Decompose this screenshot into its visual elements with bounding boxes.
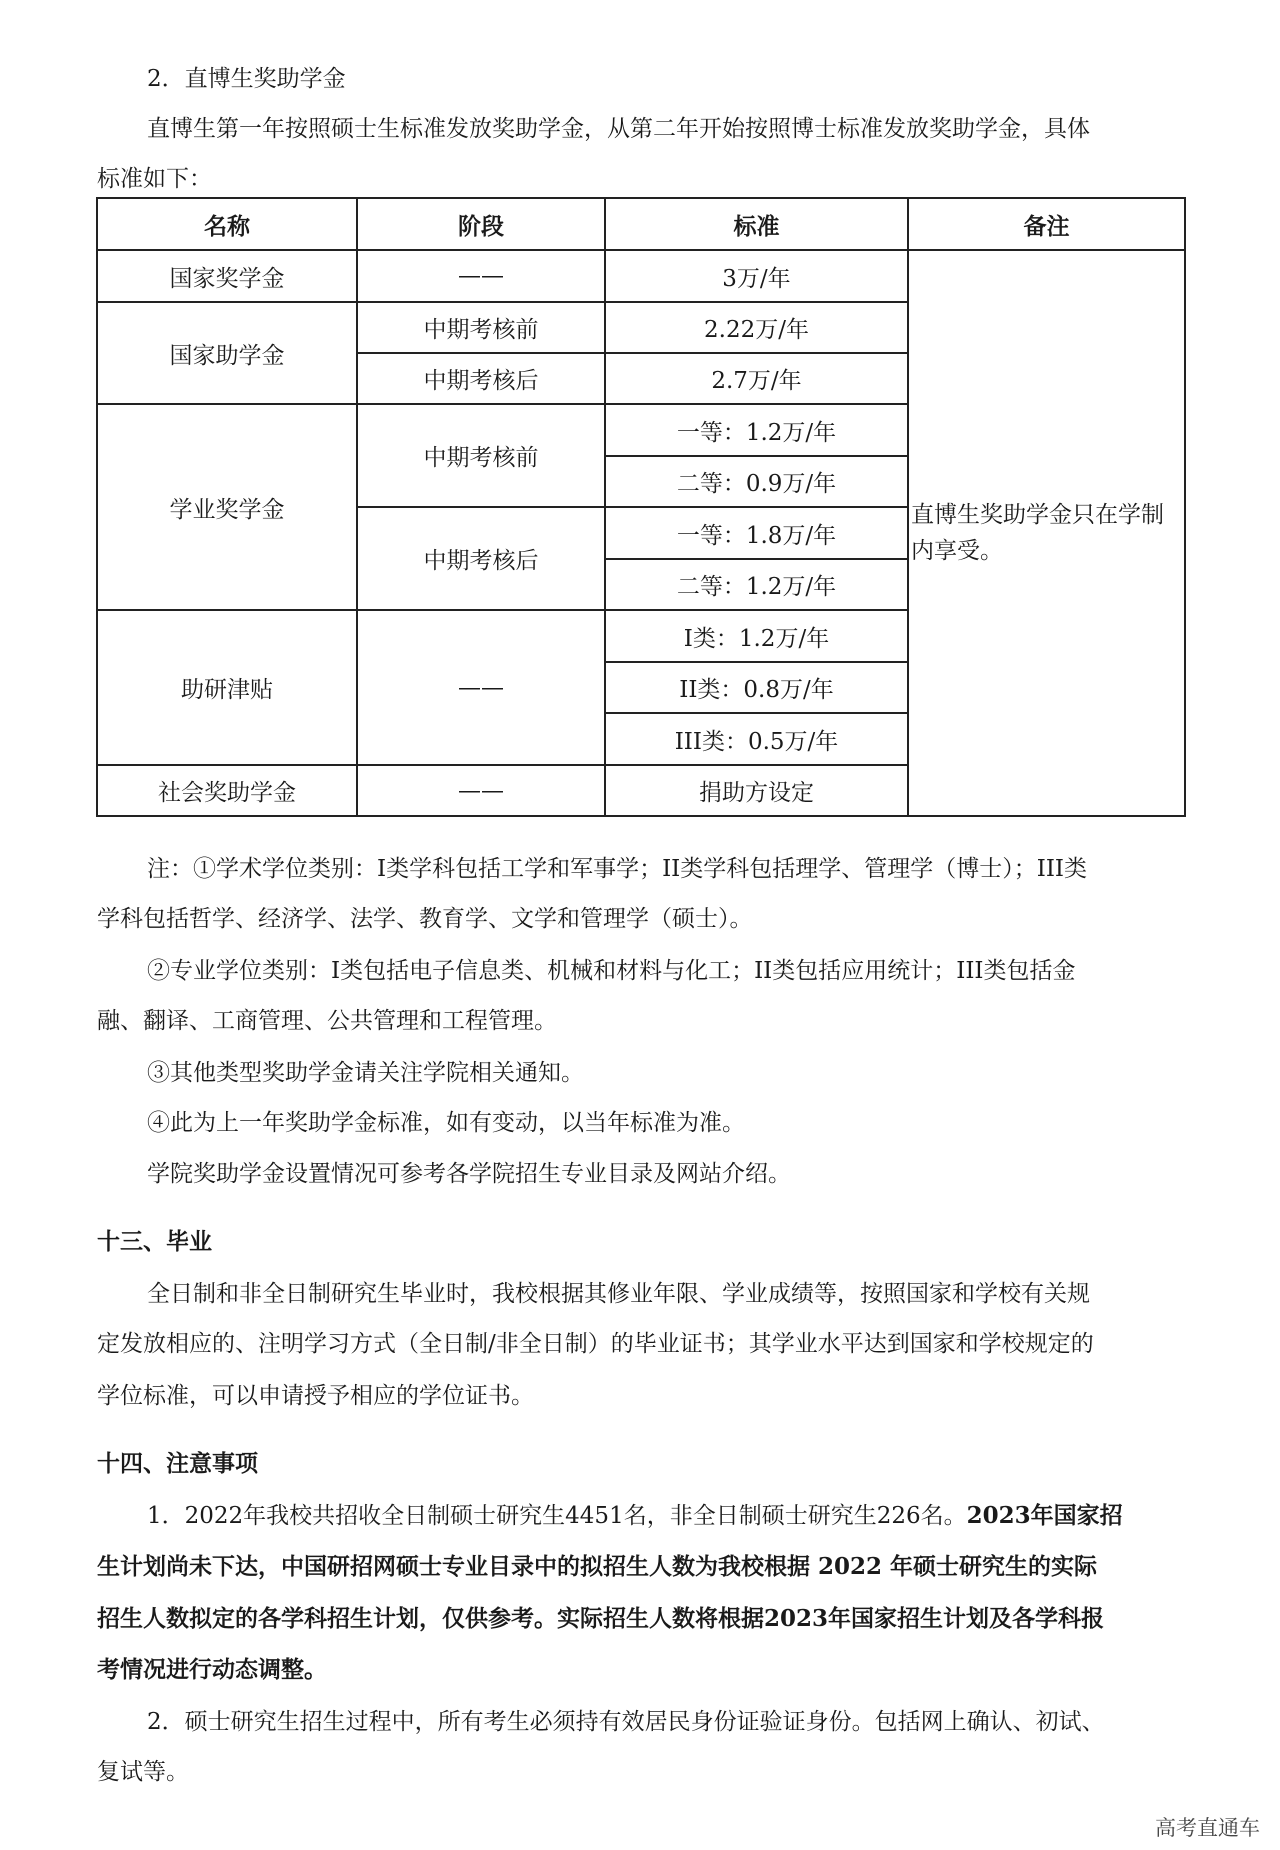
cell-standard: 二等：0.9万/年 xyxy=(605,456,908,507)
cell-standard: 二等：1.2万/年 xyxy=(605,559,908,610)
cell-standard: 2.7万/年 xyxy=(605,353,908,404)
section-14-p1-line-3: 招生人数拟定的各学科招生计划，仅供参考。实际招生人数将根据2023年国家招生计划及各学科报 xyxy=(97,1605,1105,1632)
note-2-line-2: 融、翻译、工商管理、公共管理和工程管理。 xyxy=(97,1008,557,1034)
cell-standard: 一等：1.2万/年 xyxy=(605,404,908,456)
subsection-heading: 2．直博生奖助学金 xyxy=(147,66,346,92)
cell-stage: 中期考核前 xyxy=(357,404,605,507)
note-2-line-1: ②专业学位类别：I类包括电子信息类、机械和材料与化工；II类包括应用统计；III类包括金 xyxy=(147,958,1076,984)
cell-standard: 2.22万/年 xyxy=(605,302,908,353)
cell-remark: 直博生奖助学金只在学制内享受。 xyxy=(908,250,1185,816)
watermark: 高考直通车 xyxy=(1155,1816,1260,1840)
note-1-line-1: 注：①学术学位类别：I类学科包括工学和军事学；II类学科包括理学、管理学（博士）；III类 xyxy=(147,856,1088,882)
table-header-row xyxy=(97,198,1185,250)
cell-standard: III类：0.5万/年 xyxy=(605,713,908,765)
p1-normal-text: 1．2022年我校共招收全日制硕士研究生4451名，非全日制硕士研究生226名。 xyxy=(147,1503,967,1529)
intro-line-2: 标准如下： xyxy=(97,166,212,192)
header-remark: 备注 xyxy=(908,198,1185,250)
note-4: ④此为上一年奖助学金标准，如有变动，以当年标准为准。 xyxy=(147,1110,745,1136)
cell-stage: 中期考核前 xyxy=(357,302,605,353)
cell-standard: 一等：1.8万/年 xyxy=(605,507,908,559)
cell-stage: —— xyxy=(357,250,605,302)
section-13-heading: 十三、毕业 xyxy=(97,1229,212,1255)
section-14-heading: 十四、注意事项 xyxy=(97,1451,258,1477)
cell-standard: II类：0.8万/年 xyxy=(605,662,908,713)
scholarship-table xyxy=(96,197,1186,817)
section-14-p2-line-1: 2．硕士研究生招生过程中，所有考生必须持有效居民身份证验证身份。包括网上确认、初试、 xyxy=(147,1709,1105,1735)
section-14-p1-line-4: 考情况进行动态调整。 xyxy=(97,1656,327,1683)
cell-stage: —— xyxy=(357,765,605,816)
note-3: ③其他类型奖助学金请关注学院相关通知。 xyxy=(147,1060,584,1086)
cell-name: 助研津贴 xyxy=(97,610,357,765)
table-row xyxy=(97,250,1185,302)
cell-stage: —— xyxy=(357,610,605,765)
cell-name: 国家助学金 xyxy=(97,302,357,404)
cell-name: 学业奖学金 xyxy=(97,404,357,610)
section-14-p2-line-2: 复试等。 xyxy=(97,1759,189,1785)
header-stage: 阶段 xyxy=(357,198,605,250)
cell-stage: 中期考核后 xyxy=(357,353,605,404)
cell-name: 社会奖助学金 xyxy=(97,765,357,816)
section-13-line-1: 全日制和非全日制研究生毕业时，我校根据其修业年限、学业成绩等，按照国家和学校有关规 xyxy=(147,1281,1090,1307)
note-1-line-2: 学科包括哲学、经济学、法学、教育学、文学和管理学（硕士）。 xyxy=(97,906,753,932)
header-standard: 标准 xyxy=(605,198,908,250)
p1-bold-text: 2023年国家招 xyxy=(966,1502,1123,1529)
cell-name: 国家奖学金 xyxy=(97,250,357,302)
intro-line-1: 直博生第一年按照硕士生标准发放奖助学金，从第二年开始按照博士标准发放奖助学金，具体 xyxy=(147,116,1090,142)
section-13-line-2: 定发放相应的、注明学习方式（全日制/非全日制）的毕业证书；其学业水平达到国家和学校规定的 xyxy=(97,1331,1094,1357)
section-13-line-3: 学位标准，可以申请授予相应的学位证书。 xyxy=(97,1383,534,1409)
note-5: 学院奖助学金设置情况可参考各学院招生专业目录及网站介绍。 xyxy=(147,1161,791,1187)
cell-standard: I类：1.2万/年 xyxy=(605,610,908,662)
cell-standard: 3万/年 xyxy=(605,250,908,302)
section-14-p1-line-2: 生计划尚未下达，中国研招网硕士专业目录中的拟招生人数为我校根据 2022 年硕士研究生的实际 xyxy=(97,1553,1098,1580)
cell-stage: 中期考核后 xyxy=(357,507,605,610)
header-name: 名称 xyxy=(97,198,357,250)
cell-standard: 捐助方设定 xyxy=(605,765,908,816)
section-14-p1-line-1 xyxy=(147,1497,1123,1530)
